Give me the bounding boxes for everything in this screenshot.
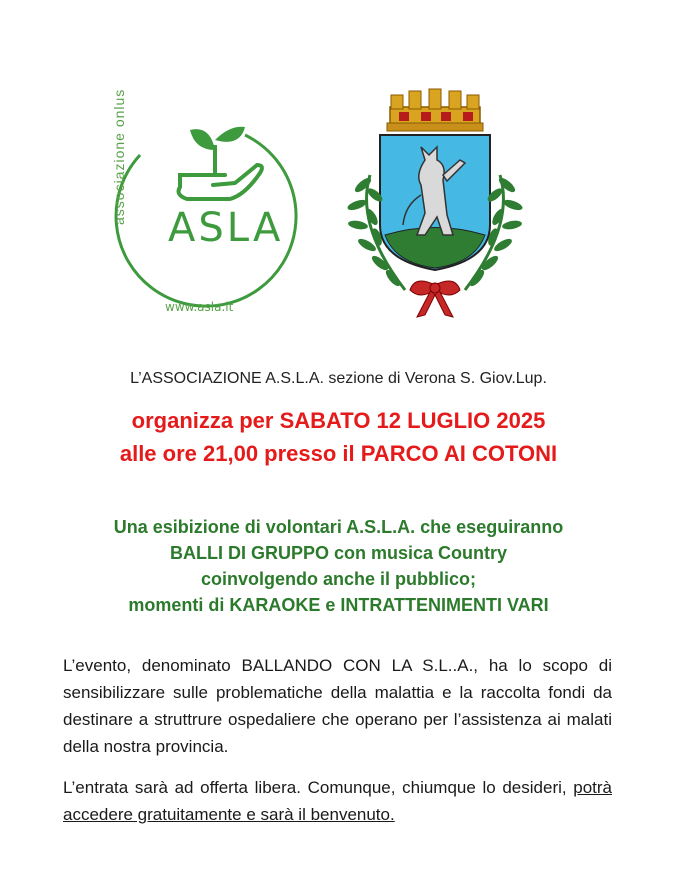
program-description: [0, 514, 677, 618]
asla-url: www.asla.it: [165, 300, 234, 314]
asla-logo: [95, 88, 325, 325]
event-headline: [0, 404, 677, 470]
entry-text: L’entrata sarà ad offerta libera. Comunque, chiumque lo desideri,: [63, 778, 574, 797]
ribbon-icon: [410, 281, 460, 317]
program-line-1: Una esibizione di volontari A.S.L.A. che eseguiranno: [113, 517, 564, 537]
entry-paragraph: [63, 774, 612, 828]
headline-line-1: organizza per SABATO 12 LUGLIO 2025: [131, 408, 546, 433]
intro-line: L’ASSOCIAZIONE A.S.L.A. sezione di Verona S. Giov.Lup.: [130, 370, 547, 387]
headline-line-2: alle ore 21,00 presso il PARCO AI COTONI: [119, 441, 558, 466]
coat-of-arms: [325, 85, 560, 325]
event-paragraph: L’evento, denominato BALLANDO CON LA S.L..A., ha lo scopo di sensibilizzare sulle problematiche della malattia e la raccolta fondi da destinare a struttrure ospedaliere che operano per l’assistenza ai malati della nostra provincia.: [63, 656, 612, 756]
crown-icon: [387, 89, 483, 131]
program-line-4: momenti di KARAOKE e INTRATTENIMENTI VARI: [128, 595, 549, 615]
program-line-3: coinvolgendo anche il pubblico;: [200, 569, 476, 589]
program-line-2: BALLI DI GRUPPO con musica Country: [169, 543, 508, 563]
entry-underlined-text: potrà accedere gratuitamente e sarà il benvenuto.: [63, 778, 612, 824]
asla-tagline: associazione onlus: [111, 88, 127, 225]
asla-name: ASLA: [168, 205, 284, 251]
